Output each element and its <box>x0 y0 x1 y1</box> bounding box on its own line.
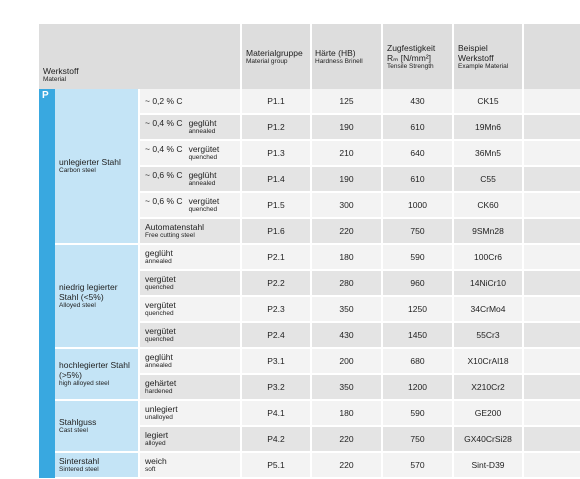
condition-label: vergütet <box>145 273 176 284</box>
empty-cell <box>523 374 580 400</box>
condition-cell <box>139 322 241 348</box>
tensile-strength-value: 430 <box>382 89 453 114</box>
hardness-value: 430 <box>311 322 382 348</box>
example-material: 36Mn5 <box>453 140 523 166</box>
condition-text <box>145 405 178 422</box>
table-row <box>39 348 580 374</box>
condition-text <box>189 145 220 162</box>
condition-sub: hardened <box>145 387 173 395</box>
condition-sub: quenched <box>145 335 174 343</box>
empty-cell <box>523 400 580 426</box>
material-group-code: P5.1 <box>241 452 311 478</box>
material-group-code: P4.1 <box>241 400 311 426</box>
material-group-label: niedrig legierter Stahl (<5%) <box>59 282 118 302</box>
carbon-content: ~ 0,2 % C <box>145 95 183 106</box>
condition-sub: quenched <box>145 309 174 317</box>
empty-cell <box>523 140 580 166</box>
material-group <box>55 348 139 400</box>
condition-text <box>145 301 176 318</box>
condition-label: vergütet <box>145 299 176 310</box>
tensile-strength-value: 610 <box>382 166 453 192</box>
empty-cell <box>523 348 580 374</box>
hardness-value: 220 <box>311 426 382 452</box>
condition-sub: quenched <box>188 205 218 213</box>
condition-sub: Free cutting steel <box>145 231 195 239</box>
condition-cell <box>139 166 241 192</box>
condition-sub: alloyed <box>145 439 166 447</box>
table-row <box>39 452 580 478</box>
tensile-strength-value: 680 <box>382 348 453 374</box>
tensile-strength-value: 1200 <box>382 374 453 400</box>
condition-sub: unalloyed <box>145 413 173 421</box>
header-materialgruppe-label: Materialgruppe <box>246 47 303 58</box>
material-group-code: P2.3 <box>241 296 311 322</box>
condition-cell <box>139 218 241 244</box>
material-group-sub: Cast steel <box>59 427 88 434</box>
material-group-label: hochlegierter Stahl (>5%) <box>59 360 130 380</box>
header-materialgruppe-sub: Material group <box>246 57 288 65</box>
carbon-content: ~ 0,4 % C <box>145 143 183 154</box>
material-group-code: P2.1 <box>241 244 311 270</box>
tensile-strength-value: 1000 <box>382 192 453 218</box>
hardness-value: 220 <box>311 452 382 478</box>
header-zugfestigkeit-unit: Rₘ [N/mm²] <box>387 52 432 63</box>
condition-label: vergütet <box>188 143 220 154</box>
header-zugfestigkeit <box>382 24 453 89</box>
example-material: 14NiCr10 <box>453 270 523 296</box>
condition-cell <box>139 140 241 166</box>
material-group-code: P1.1 <box>241 89 311 114</box>
category-letter: P <box>39 89 55 478</box>
tensile-strength-value: 750 <box>382 426 453 452</box>
header-beispiel-line2: Werkstoff <box>458 52 494 63</box>
empty-cell <box>523 452 580 478</box>
material-group-code: P3.1 <box>241 348 311 374</box>
example-material: 100Cr6 <box>453 244 523 270</box>
condition-text <box>145 379 176 396</box>
empty-cell <box>523 270 580 296</box>
header-zugfestigkeit-sub: Tensile Strength <box>387 62 434 70</box>
condition-label: weich <box>145 455 167 466</box>
condition-text <box>145 275 176 292</box>
hardness-value: 190 <box>311 166 382 192</box>
tensile-strength-value: 610 <box>382 114 453 140</box>
condition-label: geglüht <box>145 247 173 258</box>
hardness-value: 190 <box>311 114 382 140</box>
tensile-strength-value: 1450 <box>382 322 453 348</box>
material-group-code: P1.3 <box>241 140 311 166</box>
example-material: 34CrMo4 <box>453 296 523 322</box>
material-group <box>55 400 139 452</box>
example-material: X210Cr2 <box>453 374 523 400</box>
material-group-code: P3.2 <box>241 374 311 400</box>
material-table <box>39 24 580 479</box>
condition-sub: annealed <box>145 361 172 369</box>
condition-cell <box>139 426 241 452</box>
condition-text <box>145 457 167 474</box>
condition-cell <box>139 296 241 322</box>
empty-cell <box>523 166 580 192</box>
empty-cell <box>523 114 580 140</box>
empty-cell <box>523 192 580 218</box>
tensile-strength-value: 750 <box>382 218 453 244</box>
material-group-code: P1.5 <box>241 192 311 218</box>
material-group-code: P1.6 <box>241 218 311 244</box>
header-werkstoff-sub: Material <box>43 76 67 83</box>
header-haerte-label: Härte (HB) <box>315 47 356 58</box>
material-group-code: P2.4 <box>241 322 311 348</box>
example-material: GE200 <box>453 400 523 426</box>
material-group-code: P1.4 <box>241 166 311 192</box>
carbon-content: ~ 0,4 % C <box>145 117 183 128</box>
condition-sub: annealed <box>188 127 216 135</box>
material-group-code: P1.2 <box>241 114 311 140</box>
header-materialgruppe <box>241 24 311 89</box>
condition-label: unlegiert <box>145 403 178 414</box>
header-beispiel <box>453 24 523 89</box>
condition-cell <box>139 400 241 426</box>
tensile-strength-value: 570 <box>382 452 453 478</box>
empty-cell <box>523 322 580 348</box>
header-zugfestigkeit-label: Zugfestigkeit <box>387 42 436 53</box>
empty-cell <box>523 296 580 322</box>
tensile-strength-value: 640 <box>382 140 453 166</box>
condition-cell <box>139 270 241 296</box>
header-werkstoff <box>39 24 241 89</box>
condition-cell <box>139 374 241 400</box>
example-material: CK15 <box>453 89 523 114</box>
hardness-value: 210 <box>311 140 382 166</box>
condition-label: vergütet <box>188 195 220 206</box>
hardness-value: 350 <box>311 374 382 400</box>
material-group <box>55 89 139 244</box>
header-empty <box>523 24 580 89</box>
material-group-sub: high alloyed steel <box>59 380 110 387</box>
condition-label: geglüht <box>188 117 217 128</box>
condition-text <box>189 119 217 136</box>
hardness-value: 220 <box>311 218 382 244</box>
tensile-strength-value: 1250 <box>382 296 453 322</box>
condition-label: legiert <box>145 429 169 440</box>
example-material: 9SMn28 <box>453 218 523 244</box>
condition-sub: annealed <box>188 179 216 187</box>
hardness-value: 280 <box>311 270 382 296</box>
table-row <box>39 89 580 114</box>
header-haerte-sub: Hardness Brinell <box>315 57 363 65</box>
example-material: X10CrAl18 <box>453 348 523 374</box>
example-material: GX40CrSi28 <box>453 426 523 452</box>
material-group-code: P2.2 <box>241 270 311 296</box>
condition-sub: soft <box>145 465 156 473</box>
condition-text <box>145 353 173 370</box>
header-beispiel-label: Beispiel <box>458 42 488 53</box>
condition-text <box>145 431 168 448</box>
header-row <box>39 24 580 89</box>
hardness-value: 350 <box>311 296 382 322</box>
example-material: 55Cr3 <box>453 322 523 348</box>
empty-cell <box>523 89 580 114</box>
condition-cell <box>139 192 241 218</box>
condition-cell <box>139 348 241 374</box>
empty-cell <box>523 426 580 452</box>
empty-cell <box>523 218 580 244</box>
condition-label: geglüht <box>188 169 217 180</box>
condition-cell <box>139 89 241 114</box>
material-group-sub: Carbon steel <box>59 167 96 174</box>
empty-cell <box>523 244 580 270</box>
condition-cell <box>139 114 241 140</box>
carbon-content: ~ 0,6 % C <box>145 195 183 206</box>
carbon-content: ~ 0,6 % C <box>145 169 183 180</box>
table-row <box>39 400 580 426</box>
header-haerte <box>311 24 382 89</box>
hardness-value: 180 <box>311 244 382 270</box>
header-beispiel-sub: Example Material <box>458 62 509 70</box>
example-material: CK60 <box>453 192 523 218</box>
condition-text <box>189 197 220 214</box>
condition-label: geglüht <box>145 351 173 362</box>
table-row <box>39 244 580 270</box>
condition-label: vergütet <box>145 325 176 336</box>
condition-text <box>145 327 176 344</box>
material-group <box>55 452 139 478</box>
condition-text <box>145 249 173 266</box>
example-material: Sint-D39 <box>453 452 523 478</box>
hardness-value: 300 <box>311 192 382 218</box>
material-group <box>55 244 139 348</box>
tensile-strength-value: 590 <box>382 400 453 426</box>
material-group-label: unlegierter Stahl <box>59 157 121 167</box>
material-group-label: Sinterstahl <box>59 456 100 466</box>
condition-text <box>189 171 217 188</box>
tensile-strength-value: 590 <box>382 244 453 270</box>
material-group-label: Stahlguss <box>59 417 97 427</box>
condition-sub: annealed <box>145 257 172 265</box>
hardness-value: 125 <box>311 89 382 114</box>
hardness-value: 180 <box>311 400 382 426</box>
example-material: C55 <box>453 166 523 192</box>
condition-cell <box>139 452 241 478</box>
material-group-code: P4.2 <box>241 426 311 452</box>
condition-label: gehärtet <box>145 377 177 388</box>
material-group-sub: Alloyed steel <box>59 302 96 309</box>
condition-cell <box>139 244 241 270</box>
condition-sub: quenched <box>145 283 174 291</box>
header-werkstoff-label: Werkstoff <box>43 66 79 76</box>
hardness-value: 200 <box>311 348 382 374</box>
material-group-sub: Sintered steel <box>59 466 99 473</box>
condition-sub: quenched <box>188 153 218 161</box>
example-material: 19Mn6 <box>453 114 523 140</box>
condition-text <box>145 223 204 240</box>
condition-label: Automatenstahl <box>145 221 205 232</box>
tensile-strength-value: 960 <box>382 270 453 296</box>
